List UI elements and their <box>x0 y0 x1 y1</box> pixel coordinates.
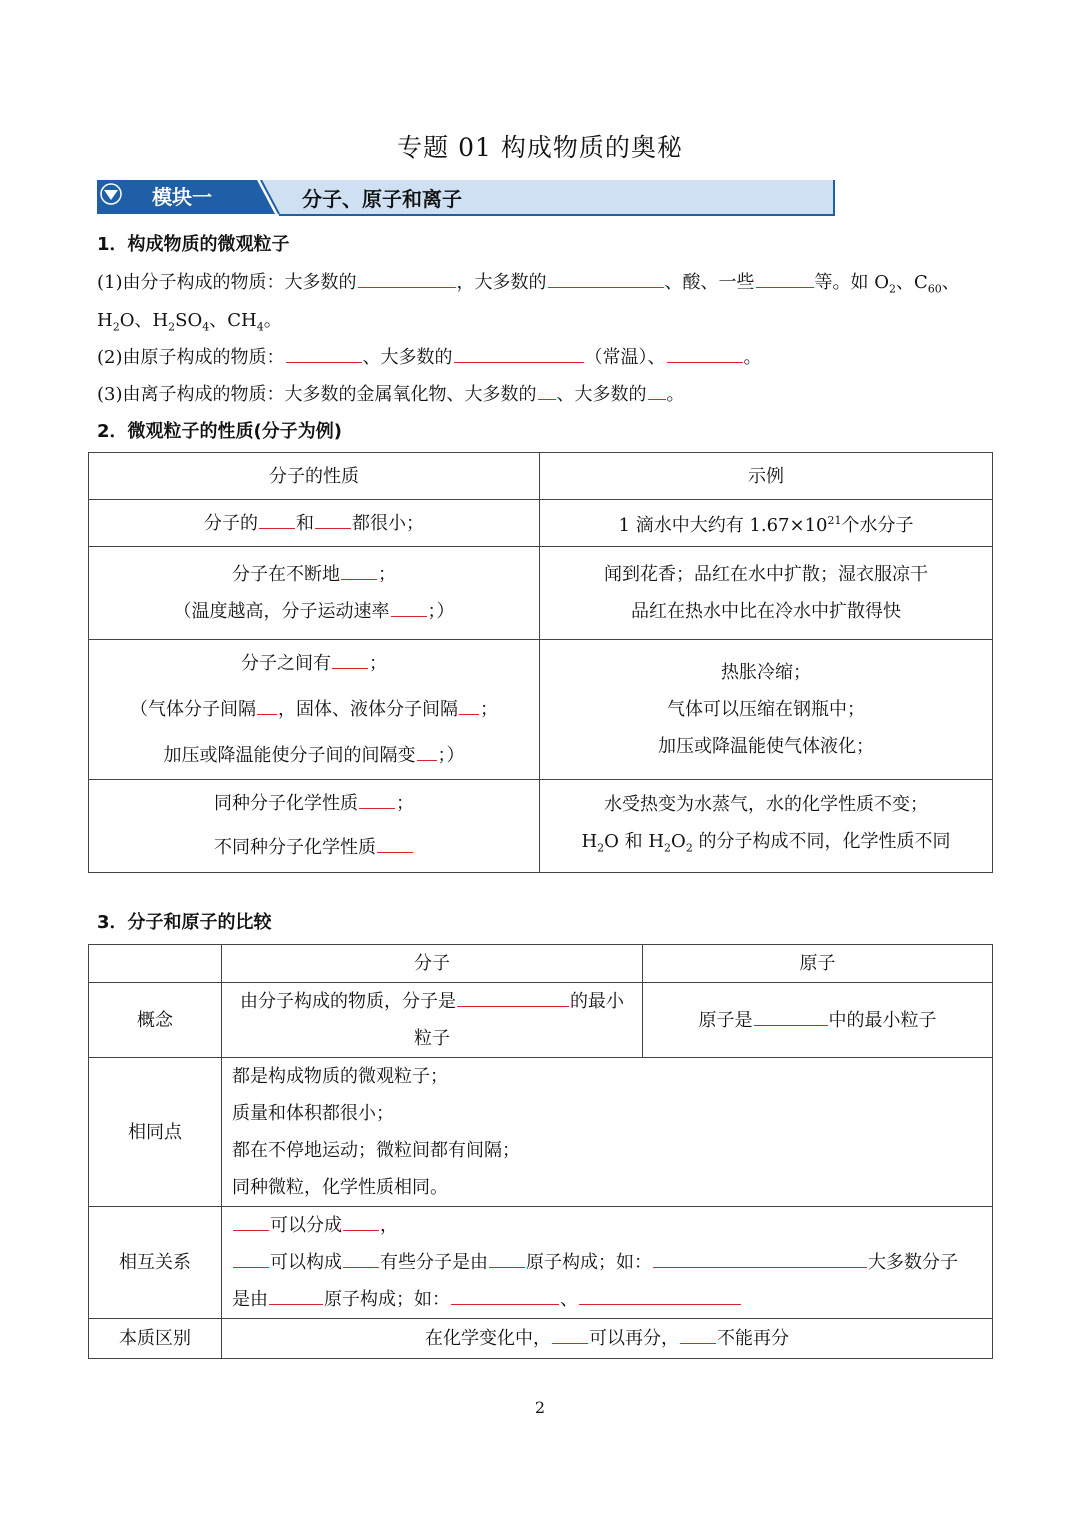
module-banner <box>97 180 835 216</box>
row-label-similarities: 相同点 <box>89 1058 222 1207</box>
page-number: 2 <box>534 1398 546 1417</box>
example-cell: 热胀冷缩； 气体可以压缩在钢瓶中； 加压或降温能使气体液化； <box>540 640 993 780</box>
table-row <box>89 780 993 873</box>
molecule-concept-cell: 由分子构成的物质，分子是 的最小 粒子 <box>222 983 643 1058</box>
table-row <box>89 640 993 780</box>
col-header-molecule: 分子 <box>222 945 643 983</box>
table-row <box>89 983 993 1058</box>
table-row <box>89 1058 993 1207</box>
table-row <box>89 1207 993 1319</box>
section-1-line-1: (1)由分子构成的物质：大多数的 ，大多数的 、酸、一些 等。如 $O_2$、$C_{60}$、 <box>97 272 960 296</box>
col-header-examples: 示例 <box>540 453 993 500</box>
molecule-properties-table <box>88 452 993 873</box>
col-header-properties: 分子的性质 <box>89 453 540 500</box>
corner-cell <box>89 945 222 983</box>
chevron-down-icon[interactable] <box>97 180 125 208</box>
table-row <box>89 1319 993 1359</box>
row-label-concept: 概念 <box>89 983 222 1058</box>
property-cell: 分子在不断地 ； （温度越高，分子运动速率 ；） <box>89 547 540 640</box>
molecule-atom-comparison-table <box>88 944 993 1359</box>
section-3-heading: 3．分子和原子的比较 <box>97 912 272 933</box>
module-label: 模块一 <box>152 185 212 209</box>
property-cell: 同种分子化学性质 ； 不同种分子化学性质 <box>89 780 540 873</box>
property-cell: 分子的 和 都很小； <box>89 500 540 547</box>
atom-concept-cell: 原子是 中的最小粒子 <box>643 983 993 1058</box>
module-topic: 分子、原子和离子 <box>302 187 462 211</box>
section-1-line-4: (3)由离子构成的物质：大多数的金属氧化物、大多数的 、大多数的 。 <box>97 384 685 405</box>
example-cell: 水受热变为水蒸气，水的化学性质不变； $H_2O$ 和 $H_2O_2$ 的分子构成不同，化学性质不同 <box>540 780 993 873</box>
similarities-cell: 都是构成物质的微观粒子； 质量和体积都很小； 都在不停地运动；微粒间都有间隔； 同种微粒，化学性质相同。 <box>222 1058 993 1207</box>
example-cell: 闻到花香；品红在水中扩散；湿衣服凉干 品红在热水中比在冷水中扩散得快 <box>540 547 993 640</box>
section-1-line-3: (2)由原子构成的物质： 、大多数的 （常温）、 。 <box>97 347 762 368</box>
table-row <box>89 500 993 547</box>
relationship-cell: 可以分成 ， 可以构成 有些分子是由 原子构成；如： 大多数分子 是由 原子构成；如： 、 <box>222 1207 993 1319</box>
example-cell: 1 滴水中大约有 $1.67\times 10^{21}$个水分子 <box>540 500 993 547</box>
property-cell: 分子之间有 ； （气体分子间隔 ，固体、液体分子间隔 ； 加压或降温能使分子间的间隔变 ；） <box>89 640 540 780</box>
col-header-atom: 原子 <box>643 945 993 983</box>
essential-difference-cell: 在化学变化中， 可以再分， 不能再分 <box>222 1319 993 1359</box>
page-title: 专题 01 构成物质的奥秘 <box>397 133 683 162</box>
row-label-essential-difference: 本质区别 <box>89 1319 222 1359</box>
section-2-heading: 2．微观粒子的性质(分子为例) <box>97 421 342 442</box>
section-1-line-2: $H_2O$、$H_2SO_4$、$CH_4$。 <box>97 310 282 334</box>
row-label-relationship: 相互关系 <box>89 1207 222 1319</box>
section-1-heading: 1．构成物质的微观粒子 <box>97 234 290 255</box>
table-row <box>89 547 993 640</box>
